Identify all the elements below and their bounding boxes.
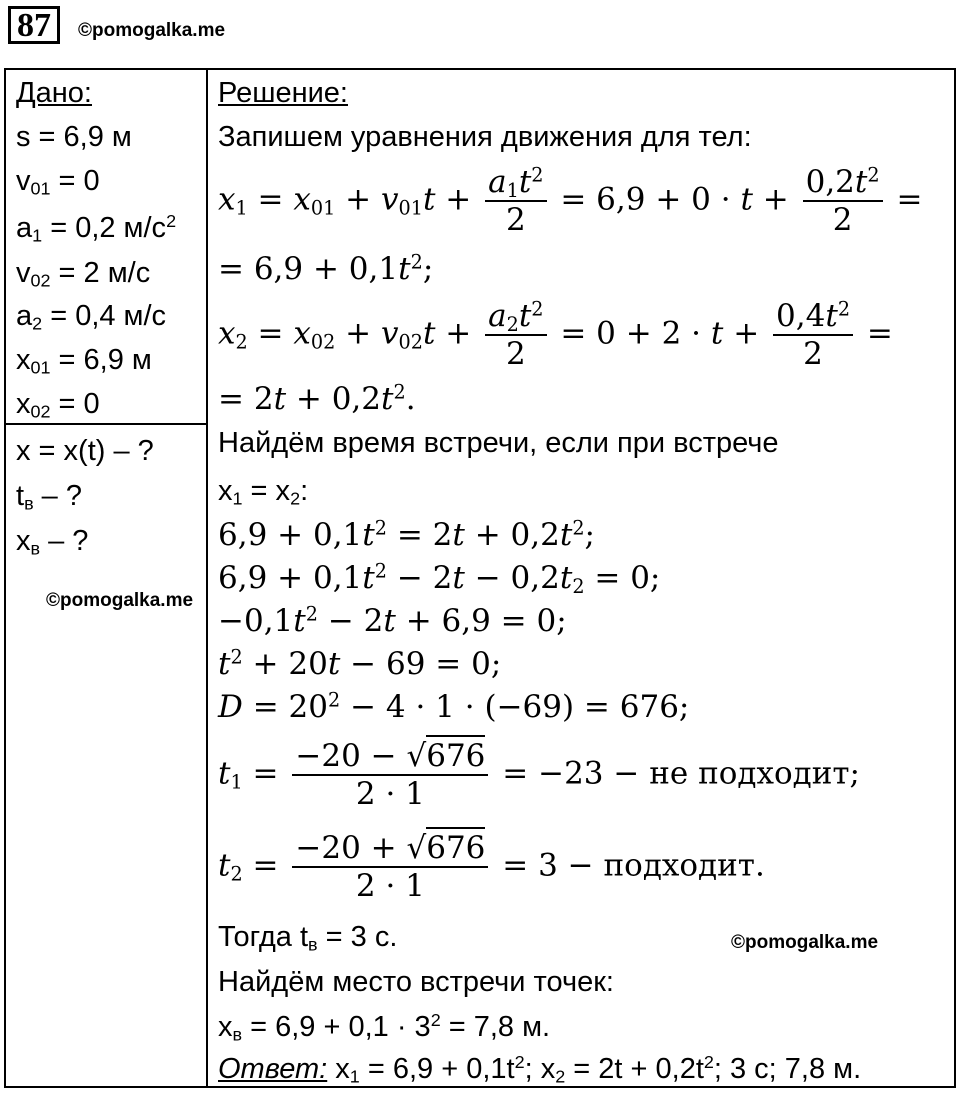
given-a2: $a_2 = 0,4$ м/с [16,300,167,334]
find-x-meet: $x_в$ – ? [16,525,89,559]
given-heading: Дано: [16,77,92,109]
given-v02: $v_{02} = 2$ м/с [16,257,151,291]
equation-x1: $x_1 = x_{01} + v_{01}t$ + $\frac{a_1t^2}{2}$ = 6,9 + 0 · t + $\frac{0,2t^2}{2}$ = [218,163,923,238]
step-1: $6,9 + 0,1t^2 = 2t + 0,2t^2$; [218,516,595,553]
answer-label: Ответ: [218,1053,328,1085]
watermark-left: ©pomogalka.me [46,590,194,611]
root-t2-note: подходит. [603,847,765,884]
equation-x2: $x_2 = x_{02} + v_{02}t$ + $\frac{a_2t^2}{2}$ = 0 + 2 · t + $\frac{0,4t^2}{2}$ = [218,297,893,372]
intro-text: Запишем уравнения движения для тел: [218,121,752,153]
place-calc: $x_в = 6,9 + 0,1 \cdot 3^2 = 7,8$ м. [218,1010,551,1045]
watermark-top: ©pomogalka.me [78,20,226,41]
step-4: $t^2 + 20t - 69 = 0$; [218,645,502,682]
watermark-bottom: ©pomogalka.me [731,932,879,953]
place-text: Найдём место встречи точек: [218,966,614,998]
find-t-meet: $t_в$ – ? [16,480,82,514]
given-a1: $a_1 = 0,2$ $м/с^2$ [16,211,177,246]
discriminant: $D = 20^2 - 4 \cdot 1 \cdot (-69) = 676$; [218,688,690,725]
root-t2: $t_2$ = $\frac{-20 + √676}{2 \cdot 1}$ = 3 − подходит. [218,830,765,904]
given-find-divider [4,423,208,425]
step-3: $-0,1t^2 - 2t + 6,9 = 0$; [218,602,567,639]
given-x02: $x_{02} = 0$ [16,388,100,422]
given-s: s = 6,9 м [16,121,132,153]
find-x-of-t: x = x(t) – ? [16,435,154,467]
problem-number: 87 [8,6,60,44]
root-t1: $t_1$ = $\frac{-20 - √676}{2 \cdot 1}$ = −23 − не подходит; [218,738,860,812]
solution-heading: Решение: [218,77,348,109]
answer-line: Ответ: $x_1 = 6,9 + 0,1t^2$; $x_2 = 2t + 0,2t^2$; 3 с; 7,8 м. [218,1052,862,1087]
equation-x1-result: = $6,9 + 0,1t^2$; [218,250,434,287]
root-t1-note: не подходит; [649,755,860,792]
column-divider [206,68,208,1088]
then-text: Тогда $t_в = 3$ с. [218,921,398,955]
equation-x2-result: = $2t + 0,2t^2$. [218,380,416,417]
given-x01: $x_{01} = 6,9$ м [16,344,152,378]
meet-condition: $x_1 = x_2$: [218,475,309,509]
step-2: $6,9 + 0,1t^2 - 2t - 0,2t_2 = 0$; [218,559,661,598]
given-v01: $v_{01} = 0$ [16,165,100,199]
meet-text: Найдём время встречи, если при встрече [218,427,779,459]
